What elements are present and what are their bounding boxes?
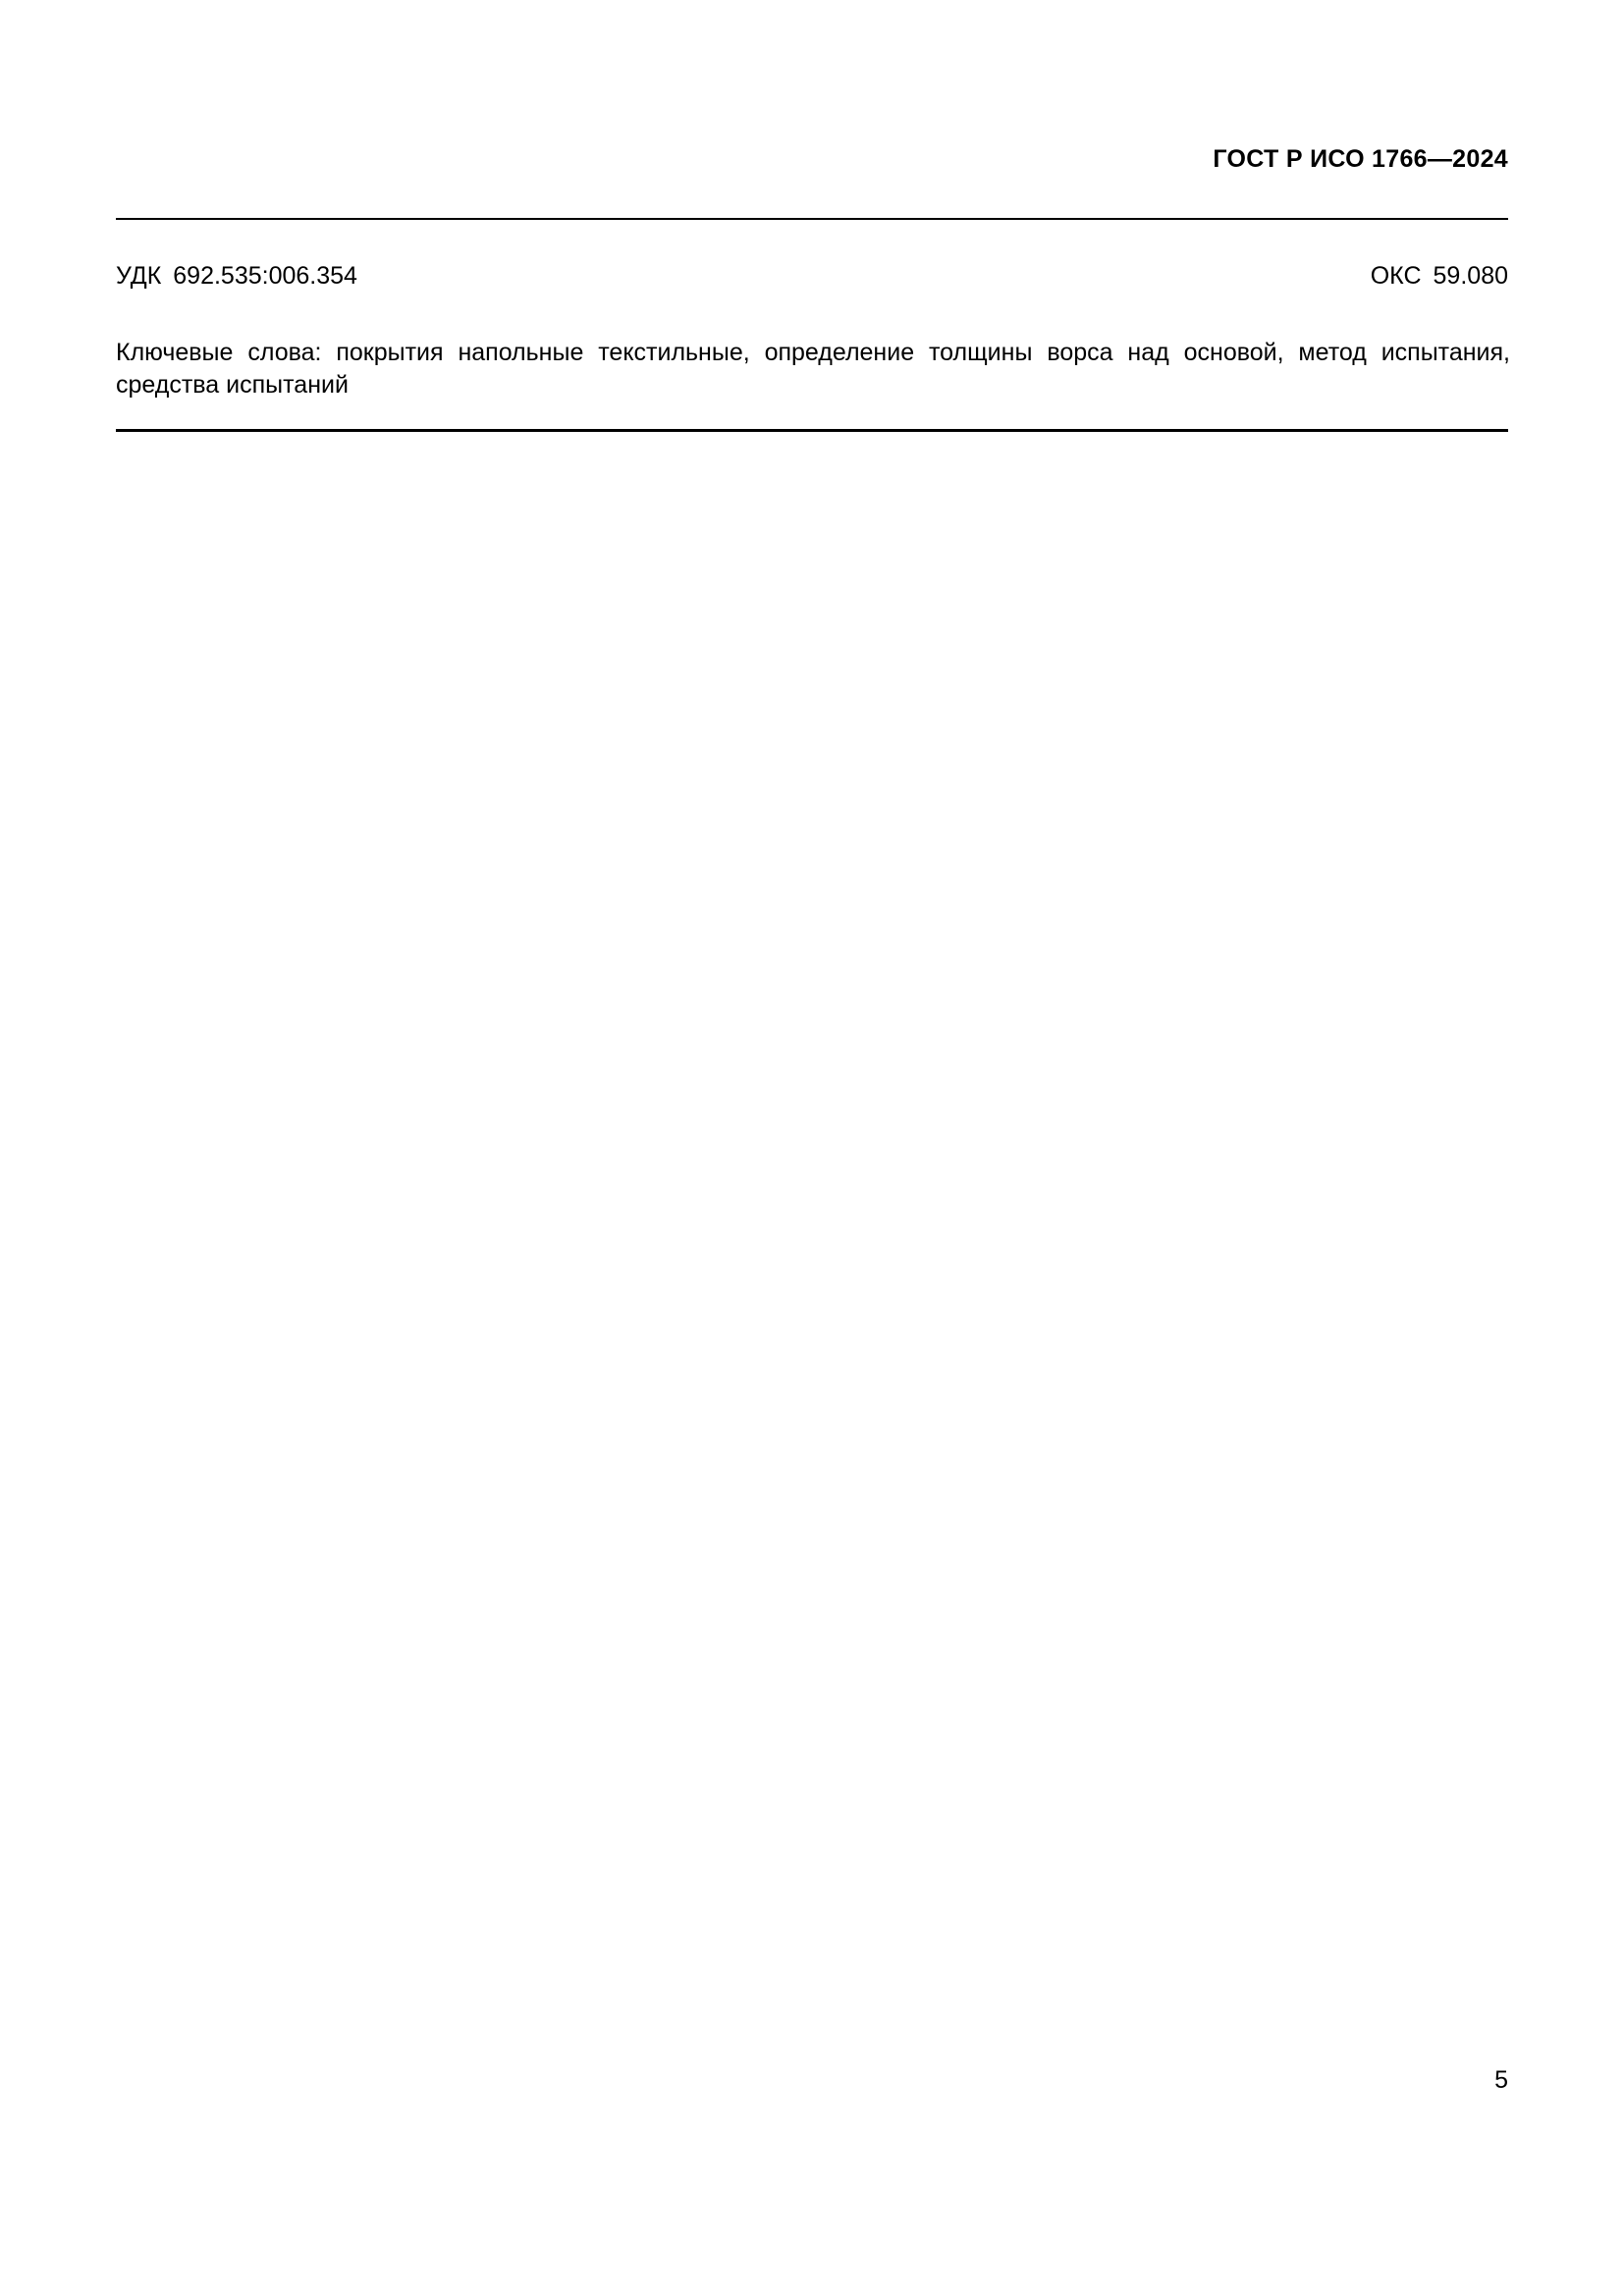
- page-header-standard-number: ГОСТ Р ИСО 1766—2024: [1213, 145, 1508, 173]
- oks-value: 59.080: [1433, 262, 1508, 290]
- keywords-divider-line: [116, 429, 1508, 432]
- keywords-block: [116, 337, 1510, 402]
- header-divider-line: [116, 218, 1508, 220]
- keywords-label: Ключевые слова:: [116, 339, 322, 366]
- udk-label: УДК: [116, 262, 162, 290]
- keywords-text: покрытия напольные текстильные, определение толщины ворса над основой, метод испытания, средства испытаний: [116, 339, 1510, 400]
- classification-codes-row: [116, 262, 1508, 291]
- udk-code: [116, 262, 357, 291]
- oks-code: [1371, 262, 1508, 291]
- udk-value: 692.535:006.354: [173, 262, 357, 290]
- oks-label: ОКС: [1370, 262, 1422, 290]
- page-number: 5: [1494, 2066, 1508, 2094]
